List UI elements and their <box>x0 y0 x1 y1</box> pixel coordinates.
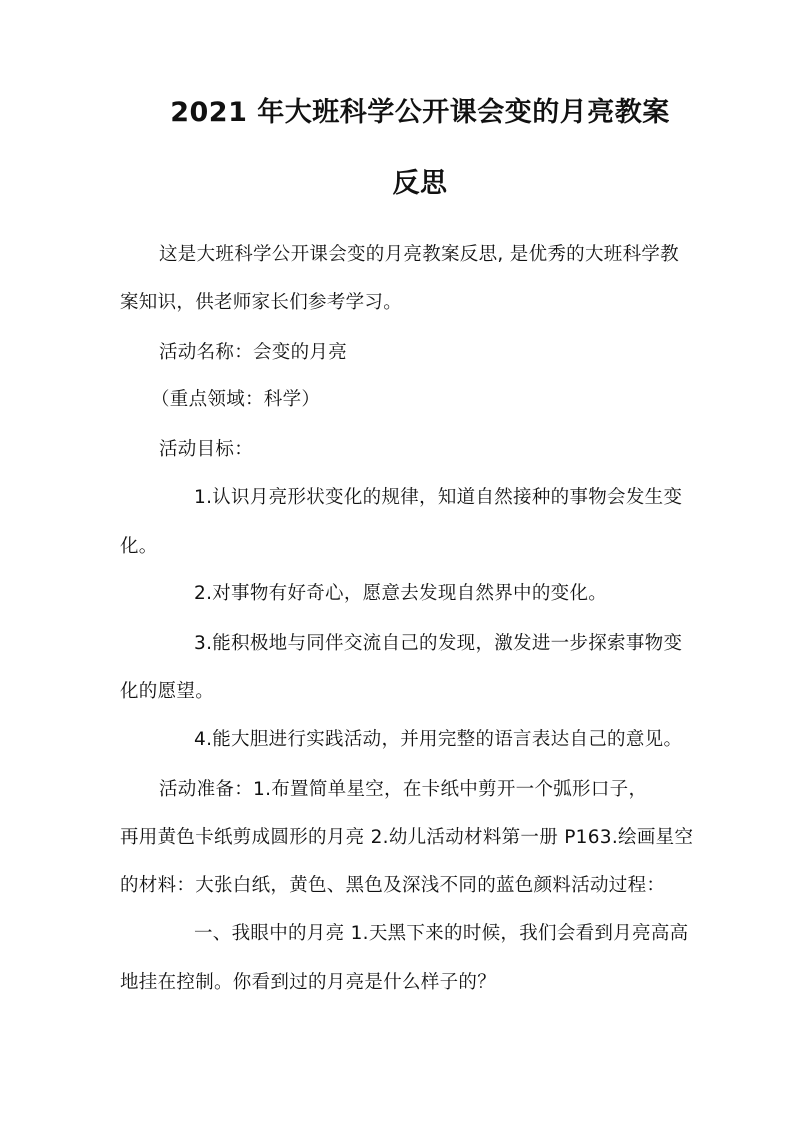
paragraph-intro-line-1: 这是大班科学公开课会变的月亮教案反思, 是优秀的大班科学教 <box>159 244 679 265</box>
activity-name: 活动名称：会变的月亮 <box>159 342 348 363</box>
goal-2: 2.对事物有好奇心，愿意去发现自然界中的变化。 <box>194 583 608 604</box>
goal-4: 4.能大胆进行实践活动，并用完整的语言表达自己的意见。 <box>194 729 683 750</box>
preparation-line-1: 活动准备：1.布置简单星空，在卡纸中剪开一个弧形口子， <box>159 779 648 800</box>
goal-1-line-2: 化。 <box>120 536 158 557</box>
process-line-1: 一、我眼中的月亮 1.天黑下来的时候，我们会看到月亮高高 <box>194 923 689 944</box>
paragraph-intro-line-2: 案知识，供老师家长们参考学习。 <box>120 292 403 313</box>
process-line-2: 地挂在控制。你看到过的月亮是什么样子的？ <box>120 972 497 993</box>
preparation-line-2: 再用黄色卡纸剪成圆形的月亮 2.幼儿活动材料第一册 P163.绘画星空 <box>120 827 694 848</box>
key-domain: （重点领域：科学） <box>151 389 321 410</box>
goal-3-line-2: 化的愿望。 <box>120 681 215 702</box>
goal-3-line-1: 3.能积极地与同伴交流自己的发现，激发进一步探索事物变 <box>194 633 683 654</box>
activity-goals-heading: 活动目标： <box>159 439 254 460</box>
goal-1-line-1: 1.认识月亮形状变化的规律，知道自然接种的事物会发生变 <box>194 487 683 508</box>
document-title-line-1: 2021 年大班科学公开课会变的月亮教案 <box>170 97 670 128</box>
preparation-line-3: 的材料：大张白纸，黄色、黑色及深浅不同的蓝色颜料活动过程： <box>120 875 666 896</box>
document-title-line-2: 反思 <box>392 168 448 199</box>
